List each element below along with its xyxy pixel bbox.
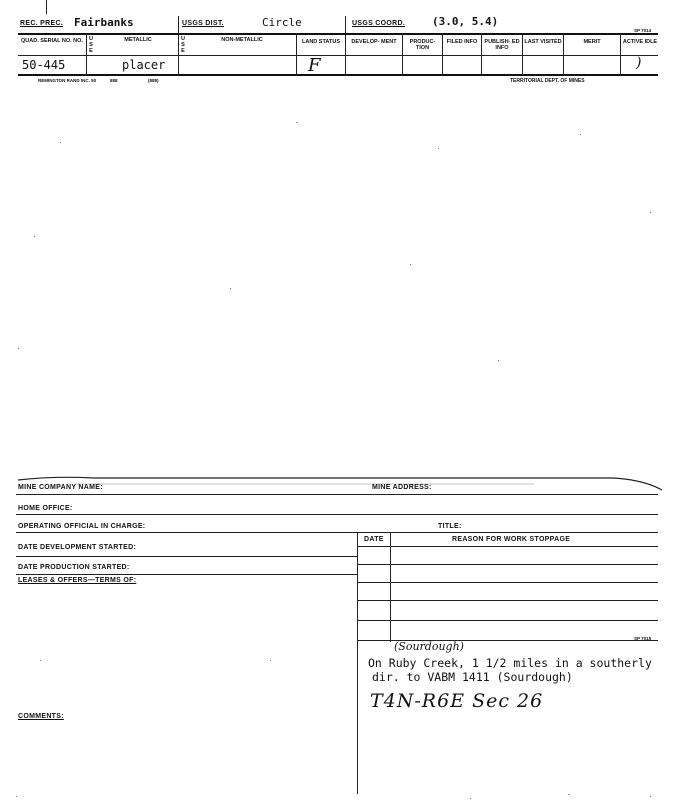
date-development-started-label: DATE DEVELOPMENT STARTED: <box>18 544 137 551</box>
speck <box>650 212 651 213</box>
serial-value: 50-445 <box>22 58 66 72</box>
rule <box>357 582 658 583</box>
speck <box>230 288 231 289</box>
usgs-dist-value: Circle <box>262 16 302 29</box>
col-merit: MERIT <box>583 39 601 45</box>
column-divider <box>481 33 482 75</box>
col-use-2: U S E <box>181 36 185 54</box>
speck <box>410 264 411 265</box>
metallic-value: placer <box>122 58 166 72</box>
speck <box>580 134 581 135</box>
vertical-divider <box>357 532 358 794</box>
form-number-2: SP 7015 <box>634 636 652 641</box>
reason-column-label: REASON FOR WORK STOPPAGE <box>452 536 571 543</box>
date-production-started-label: DATE PRODUCTION STARTED: <box>18 564 130 571</box>
rule <box>16 494 658 495</box>
rule <box>16 574 357 575</box>
leases-offers-label: LEASES & OFFERS—TERMS OF: <box>18 577 137 584</box>
speck <box>568 794 569 795</box>
col-published-info: PUBLISH- ED INFO <box>484 39 520 51</box>
operating-official-label: OPERATING OFFICIAL IN CHARGE: <box>18 523 146 530</box>
speck <box>650 796 651 797</box>
land-status-value: F <box>308 55 321 76</box>
tick-mark <box>46 0 47 14</box>
usgs-dist-label: USGS DIST. <box>182 20 224 27</box>
comments-label: COMMENTS: <box>18 713 64 720</box>
column-divider <box>620 33 621 75</box>
col-quad-serial: QUAD. SERIAL NO. NO. <box>21 38 83 44</box>
col-production: PRODUC- TION <box>409 39 436 51</box>
printer-code: 888 <box>110 78 118 83</box>
usgs-coord-label: USGS COORD. <box>352 20 406 27</box>
mine-address-label: MINE ADDRESS: <box>372 484 432 491</box>
col-active-idle: ACTIVE IDLE <box>622 39 658 45</box>
speck <box>470 798 471 799</box>
column-divider <box>296 33 297 75</box>
speck <box>18 348 19 349</box>
col-last-visited: LAST VISITED <box>524 39 562 45</box>
vertical-divider <box>390 532 391 642</box>
col-development: DEVELOP- MENT <box>351 39 397 45</box>
header-top-rule <box>18 33 658 35</box>
speck <box>270 660 271 661</box>
township-range-section-handwritten: T4N-R6E Sec 26 <box>370 690 544 712</box>
col-use-1: U S E <box>89 36 93 54</box>
rec-prec-value: Fairbanks <box>74 16 134 29</box>
rule <box>357 564 658 565</box>
agency-line: TERRITORIAL DEPT. OF MINES <box>510 78 585 84</box>
record-bottom-rule <box>18 74 658 76</box>
usgs-coord-value: (3.0, 5.4) <box>432 15 499 28</box>
col-non-metallic: NON-METALLIC <box>221 37 263 43</box>
title-label: TITLE: <box>438 523 462 530</box>
mine-company-name-label: MINE COMPANY NAME: <box>18 484 103 491</box>
rule <box>16 556 357 557</box>
speck <box>296 122 297 123</box>
active-idle-mark: ) <box>636 55 642 71</box>
creek-name-handwritten: (Sourdough) <box>394 640 464 653</box>
speck <box>16 796 17 797</box>
column-divider <box>345 16 346 75</box>
column-divider <box>563 33 564 75</box>
column-divider <box>442 33 443 75</box>
rule <box>357 546 658 547</box>
col-filed-info: FILED INFO <box>446 39 478 45</box>
column-divider <box>522 33 523 75</box>
speck <box>34 236 35 237</box>
column-divider <box>178 16 179 75</box>
form-number: SP 7014 <box>634 28 652 33</box>
column-divider <box>86 33 87 75</box>
col-metallic: METALLIC <box>124 37 152 43</box>
printer-code-2: (888) <box>148 78 159 83</box>
rule <box>16 532 658 533</box>
speck <box>40 660 41 661</box>
date-column-label: DATE <box>364 536 384 543</box>
card-edge <box>14 464 664 494</box>
col-land-status: LAND STATUS <box>302 39 340 45</box>
speck <box>438 148 439 149</box>
location-note-line-1: On Ruby Creek, 1 1/2 miles in a southerly <box>368 656 652 670</box>
rec-prec-label: REC. PREC. <box>20 20 64 27</box>
rule <box>357 600 658 601</box>
location-note-line-2: dir. to VABM 1411 (Sourdough) <box>372 670 573 684</box>
speck <box>60 142 61 143</box>
speck <box>498 360 499 361</box>
printer-line: REMINGTON RAND INC. 50 <box>38 78 97 83</box>
home-office-label: HOME OFFICE: <box>18 505 73 512</box>
rule <box>357 620 658 621</box>
column-divider <box>402 33 403 75</box>
header-bottom-rule <box>18 55 658 56</box>
rule <box>16 514 658 515</box>
